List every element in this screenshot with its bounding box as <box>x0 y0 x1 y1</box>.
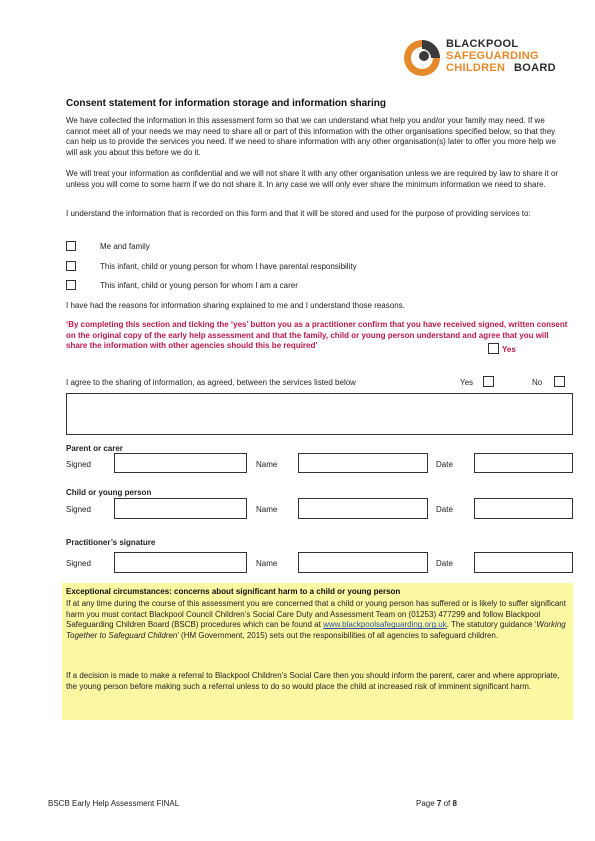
date-field-child[interactable] <box>474 498 573 519</box>
exceptional-text-b: . The statutory guidance ‘ <box>446 620 537 630</box>
exceptional-heading: Exceptional circumstances: concerns about significant harm to a child or young person <box>66 587 401 596</box>
services-textarea[interactable] <box>66 393 573 435</box>
logo-line2: SAFEGUARDING <box>446 50 539 62</box>
logo-line4: BOARD <box>514 62 556 74</box>
logo <box>402 36 562 84</box>
date-label-parent: Date <box>436 460 453 469</box>
date-label-child: Date <box>436 505 453 514</box>
signed-field-practitioner[interactable] <box>114 552 247 573</box>
date-field-parent[interactable] <box>474 453 573 473</box>
exceptional-paragraph-2: If a decision is made to make a referral to Blackpool Children’s Social Care then you should inform the parent, carer and where appropriate, the young person before making such a referral unless to do so would place the child at increased risk of imminent significant harm. <box>66 671 560 691</box>
signature-heading-practitioner: Practitioner’s signature <box>66 538 156 547</box>
signed-field-child[interactable] <box>114 498 247 519</box>
option-label-2: This infant, child or young person for whom I have parental responsibility <box>100 262 357 271</box>
signed-label-child: Signed <box>66 505 91 514</box>
page-total: 8 <box>452 799 457 808</box>
footer-document-title: BSCB Early Help Assessment FINAL <box>48 799 180 808</box>
guidance-title: Working Together to Safeguard Children <box>66 620 566 640</box>
signed-field-parent[interactable] <box>114 453 247 473</box>
checkbox-parental-responsibility[interactable] <box>66 261 76 271</box>
exceptional-text-a: If at any time during the course of this assessment you are concerned that a child or young person has suffered or is likely to suffer significant harm you must contact Blackpool Council Children’s Social Care Duty and Assessment Team on (01253) 477299 and follow Blackpool Safeguarding Children Board (BSCB) procedures which can be found at <box>66 599 566 630</box>
agree-yes-label: Yes <box>460 378 474 387</box>
logo-mark-icon <box>402 38 442 78</box>
checkbox-carer[interactable] <box>66 280 76 290</box>
date-label-practitioner: Date <box>436 559 453 568</box>
practitioner-yes-checkbox[interactable] <box>488 343 499 354</box>
section-title: Consent statement for information storage and information sharing <box>66 98 387 109</box>
paragraph-1: We have collected the information in this assessment form so that we can understand what help you and/or your family may need. If we cannot meet all of your needs we may need to share all or part of this information with the other organisations specified below, so that they can help us to provide the services you need. If we need to share information with any other organisation(s) later to offer you more help we will ask you about this before we do it. <box>66 116 556 157</box>
option-label-1: Me and family <box>100 242 150 251</box>
signature-heading-child: Child or young person <box>66 488 152 497</box>
practitioner-yes-label: Yes <box>502 345 516 354</box>
signed-label-practitioner: Signed <box>66 559 91 568</box>
name-label-practitioner: Name <box>256 559 278 568</box>
agree-no-label: No <box>532 378 543 387</box>
practitioner-statement: ‘By completing this section and ticking the ‘yes’ button you as a practitioner confirm that you have received signed, written consent on the original copy of the early help assessment and that the family, child or young person understand and agree that you will share the information with other agencies should this be required’ <box>66 320 568 351</box>
name-label-parent: Name <box>256 460 278 469</box>
page-current: 7 <box>436 799 442 808</box>
exceptional-circumstances-box <box>62 583 573 720</box>
signature-heading-parent: Parent or carer <box>66 444 123 453</box>
bscb-website-link[interactable]: www.blackpoolsafeguarding.org.uk <box>323 620 447 630</box>
exceptional-text-c: ’ (HM Government, 2015) sets out the responsibilities of all agencies to safeguard children. <box>177 630 499 640</box>
option-label-3: This infant, child or young person for whom I am a carer <box>100 281 298 290</box>
paragraph-2: We will treat your information as confidential and we will not share it with any other organisation unless we are required by law to share it or unless you will come to some harm if we do not share it. In any case we will only ever share the minimum information we need to share. <box>66 169 559 189</box>
agree-text: I agree to the sharing of information, as agreed, between the services listed below <box>66 378 356 387</box>
name-field-child[interactable] <box>298 498 428 519</box>
exceptional-paragraph-1 <box>66 599 569 641</box>
footer-page-number <box>416 799 457 808</box>
date-field-practitioner[interactable] <box>474 552 573 573</box>
logo-line3: CHILDREN <box>446 62 506 74</box>
agree-yes-checkbox[interactable] <box>483 376 494 387</box>
reasons-text: I have had the reasons for information sharing explained to me and I understand those reasons. <box>66 301 405 310</box>
logo-line1: BLACKPOOL <box>446 38 519 50</box>
checkbox-me-and-family[interactable] <box>66 241 76 251</box>
agree-no-checkbox[interactable] <box>554 376 565 387</box>
name-field-practitioner[interactable] <box>298 552 428 573</box>
name-field-parent[interactable] <box>298 453 428 473</box>
signed-label-parent: Signed <box>66 460 91 469</box>
paragraph-3: I understand the information that is recorded on this form and that it will be stored and used for the purpose of providing services to: <box>66 209 531 218</box>
page-prefix: Page <box>416 799 437 808</box>
name-label-child: Name <box>256 505 278 514</box>
page-of: of <box>441 799 453 808</box>
